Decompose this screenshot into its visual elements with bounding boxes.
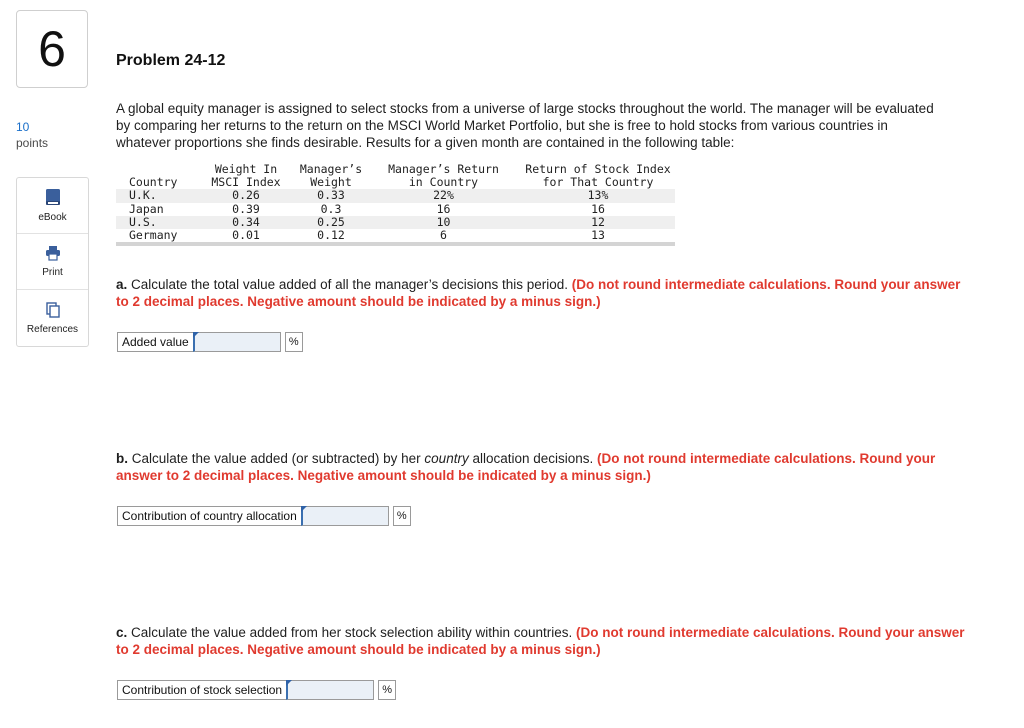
tools-panel bbox=[16, 177, 89, 347]
question-number: 6 bbox=[16, 10, 88, 88]
points-value: 10 bbox=[16, 120, 30, 134]
header-weight-msci: Weight In MSCI Index bbox=[211, 162, 281, 190]
added-value-label: Added value bbox=[117, 332, 193, 352]
ebook-button[interactable] bbox=[17, 178, 88, 234]
references-label: References bbox=[26, 323, 79, 335]
table-row: U.S. 0.34 0.25 10 12 bbox=[116, 216, 675, 229]
instruction-a: (Do not round intermediate calculations. Round your answer to 2 decimal places. Negative amount should be indicated by a minus sign.) bbox=[116, 277, 961, 309]
stock-selection-label: Contribution of stock selection bbox=[117, 680, 286, 700]
percent-unit: % bbox=[393, 506, 411, 526]
stock-selection-input[interactable] bbox=[286, 680, 374, 700]
answer-row-a bbox=[117, 332, 303, 352]
question-part-a: a. Calculate the total value added of all the manager’s decisions this period. (Do not round intermediate calculations. Round your answer to 2 decimal places. Negative amount should be indicated by a minus sign.) bbox=[116, 277, 961, 309]
added-value-input[interactable] bbox=[193, 332, 281, 352]
answer-row-c bbox=[117, 680, 396, 700]
printer-icon bbox=[45, 245, 61, 267]
answer-row-b bbox=[117, 506, 411, 526]
instruction-b: (Do not round intermediate calculations. Round your answer to 2 decimal places. Negative amount should be indicated by a minus sign.) bbox=[116, 451, 936, 483]
table-header-row bbox=[116, 163, 675, 189]
points-block bbox=[16, 119, 48, 151]
book-icon bbox=[45, 188, 61, 212]
print-label: Print bbox=[42, 267, 63, 278]
percent-unit: % bbox=[378, 680, 396, 700]
header-manager-weight: Manager’s Weight bbox=[299, 162, 363, 190]
problem-title: Problem 24-12 bbox=[116, 52, 226, 69]
results-table bbox=[116, 163, 675, 246]
percent-unit: % bbox=[285, 332, 303, 352]
points-label: points bbox=[16, 136, 49, 150]
table-row: Germany 0.01 0.12 6 13 bbox=[129, 228, 605, 243]
intro-paragraph: A global equity manager is assigned to select stocks from a universe of large stocks throughout the world. The manager will be evaluated by comparing her returns to the return on the MSCI World Market Portfolio, but she is free to hold stocks from various countries in whatever proportions she finds desirable. Results for a given month are contained in the following table: bbox=[116, 101, 934, 150]
instruction-c: (Do not round intermediate calculations. Round your answer to 2 decimal places. Negative amount should be indicated by a minus sign.) bbox=[116, 625, 965, 657]
header-country: Country bbox=[129, 175, 178, 190]
ebook-label: eBook bbox=[38, 212, 67, 223]
header-index-return: Return of Stock Index for That Country bbox=[525, 162, 671, 190]
country-allocation-input[interactable] bbox=[301, 506, 389, 526]
question-part-c: c. Calculate the value added from her stock selection ability within countries. (Do not round intermediate calculations. Round your answer to 2 decimal places. Negative amount should be indicated by a minus sign.) bbox=[116, 625, 965, 657]
table-row: Japan 0.39 0.3 16 16 bbox=[129, 201, 605, 216]
references-button[interactable] bbox=[17, 290, 88, 346]
references-icon bbox=[45, 302, 61, 324]
header-manager-return: Manager’s Return in Country bbox=[388, 162, 499, 190]
country-allocation-label: Contribution of country allocation bbox=[117, 506, 301, 526]
table-row: U.K. 0.26 0.33 22% 13% bbox=[116, 189, 675, 202]
question-part-b: b. Calculate the value added (or subtracted) by her country allocation decisions. (Do not round intermediate calculations. Round your answer to 2 decimal places. Negative amount should be indicated by a minus sign.) bbox=[116, 451, 936, 483]
print-button[interactable] bbox=[17, 234, 88, 290]
